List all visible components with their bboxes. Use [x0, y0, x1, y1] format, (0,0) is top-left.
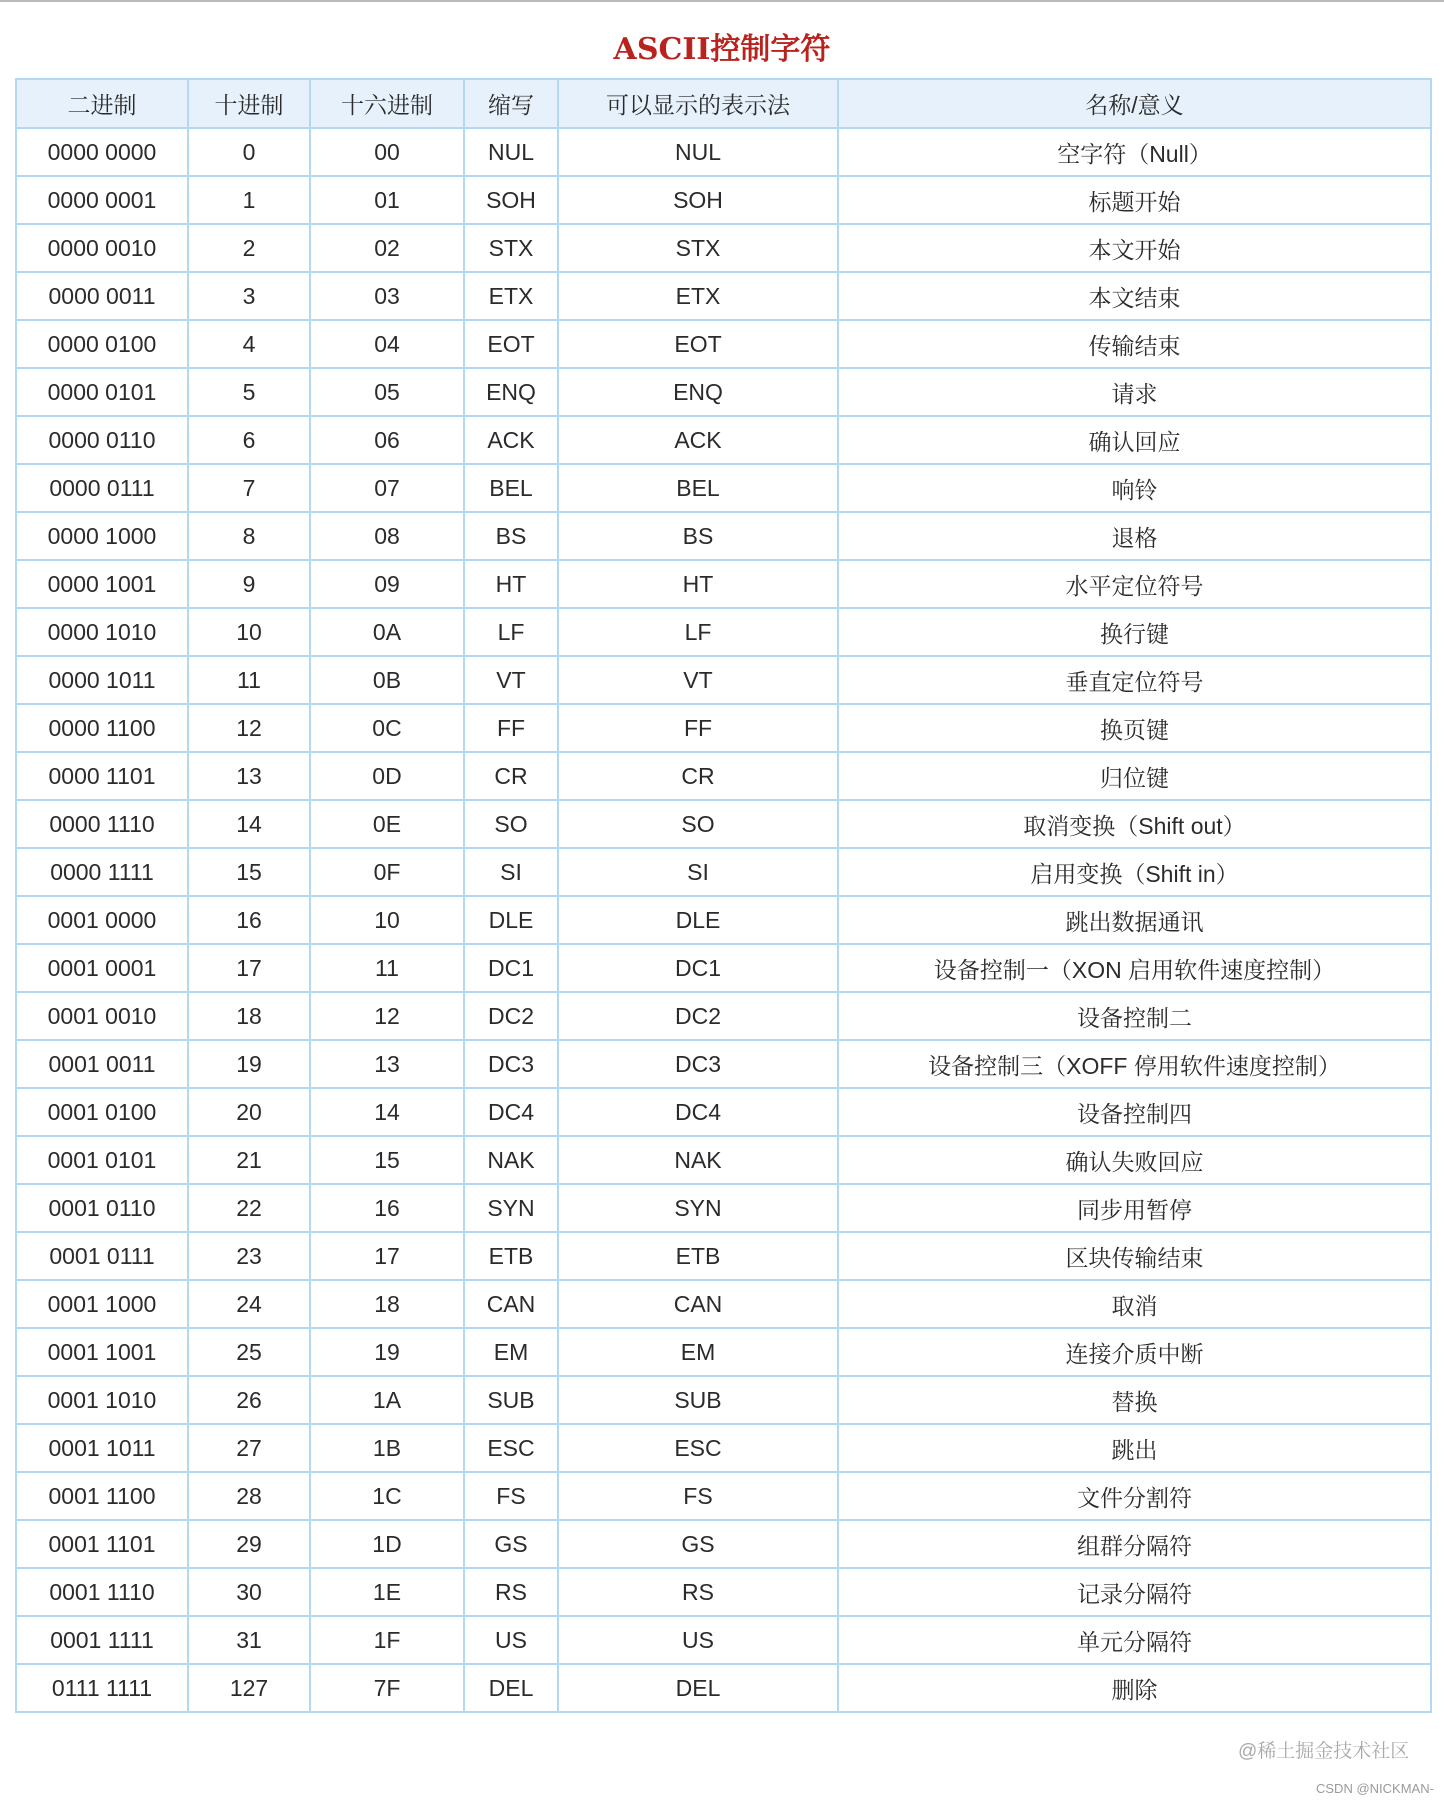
cell-binary: 0001 0111 [16, 1232, 188, 1280]
table-row [16, 992, 1431, 1040]
table-row [16, 1088, 1431, 1136]
cell-hex: 0F [310, 848, 464, 896]
cell-decimal: 21 [188, 1136, 310, 1184]
cell-binary: 0000 0010 [16, 224, 188, 272]
table-row [16, 752, 1431, 800]
cell-binary: 0001 0110 [16, 1184, 188, 1232]
header-name-meaning: 名称/意义 [838, 79, 1431, 128]
cell-decimal: 12 [188, 704, 310, 752]
cell-display-symbol: SOH [558, 176, 838, 224]
table-row [16, 560, 1431, 608]
cell-name-meaning: 传输结束 [838, 320, 1431, 368]
cell-display-symbol: ENQ [558, 368, 838, 416]
cell-name-meaning: 单元分隔符 [838, 1616, 1431, 1664]
cell-abbreviation: ESC [464, 1424, 558, 1472]
cell-binary: 0000 0011 [16, 272, 188, 320]
cell-hex: 08 [310, 512, 464, 560]
cell-binary: 0000 1011 [16, 656, 188, 704]
cell-abbreviation: STX [464, 224, 558, 272]
cell-abbreviation: SUB [464, 1376, 558, 1424]
header-hex: 十六进制 [310, 79, 464, 128]
cell-abbreviation: DLE [464, 896, 558, 944]
cell-name-meaning: 文件分割符 [838, 1472, 1431, 1520]
cell-name-meaning: 设备控制四 [838, 1088, 1431, 1136]
cell-decimal: 11 [188, 656, 310, 704]
table-row [16, 1328, 1431, 1376]
cell-name-meaning: 空字符（Null） [838, 128, 1431, 176]
cell-abbreviation: ACK [464, 416, 558, 464]
cell-decimal: 25 [188, 1328, 310, 1376]
table-row [16, 1040, 1431, 1088]
cell-display-symbol: STX [558, 224, 838, 272]
cell-decimal: 30 [188, 1568, 310, 1616]
cell-hex: 15 [310, 1136, 464, 1184]
cell-decimal: 17 [188, 944, 310, 992]
cell-hex: 13 [310, 1040, 464, 1088]
cell-binary: 0001 0001 [16, 944, 188, 992]
cell-display-symbol: ACK [558, 416, 838, 464]
table-row [16, 368, 1431, 416]
cell-hex: 16 [310, 1184, 464, 1232]
cell-hex: 18 [310, 1280, 464, 1328]
table-row [16, 1376, 1431, 1424]
cell-decimal: 13 [188, 752, 310, 800]
cell-abbreviation: GS [464, 1520, 558, 1568]
cell-hex: 7F [310, 1664, 464, 1712]
cell-hex: 03 [310, 272, 464, 320]
cell-binary: 0000 0110 [16, 416, 188, 464]
cell-abbreviation: SI [464, 848, 558, 896]
cell-display-symbol: NUL [558, 128, 838, 176]
cell-abbreviation: FF [464, 704, 558, 752]
cell-decimal: 127 [188, 1664, 310, 1712]
cell-decimal: 23 [188, 1232, 310, 1280]
table-row [16, 896, 1431, 944]
cell-display-symbol: EM [558, 1328, 838, 1376]
cell-binary: 0001 0100 [16, 1088, 188, 1136]
cell-binary: 0001 1000 [16, 1280, 188, 1328]
cell-hex: 0D [310, 752, 464, 800]
cell-binary: 0001 0000 [16, 896, 188, 944]
csdn-watermark: CSDN @NICKMAN- [1316, 1781, 1434, 1796]
cell-hex: 1E [310, 1568, 464, 1616]
cell-decimal: 3 [188, 272, 310, 320]
cell-decimal: 26 [188, 1376, 310, 1424]
table-row [16, 1520, 1431, 1568]
cell-name-meaning: 本文开始 [838, 224, 1431, 272]
cell-display-symbol: ETB [558, 1232, 838, 1280]
cell-display-symbol: SO [558, 800, 838, 848]
cell-decimal: 8 [188, 512, 310, 560]
cell-display-symbol: DC4 [558, 1088, 838, 1136]
cell-display-symbol: ESC [558, 1424, 838, 1472]
cell-name-meaning: 垂直定位符号 [838, 656, 1431, 704]
cell-display-symbol: US [558, 1616, 838, 1664]
cell-display-symbol: LF [558, 608, 838, 656]
cell-binary: 0000 1001 [16, 560, 188, 608]
cell-decimal: 7 [188, 464, 310, 512]
cell-display-symbol: DEL [558, 1664, 838, 1712]
cell-abbreviation: FS [464, 1472, 558, 1520]
cell-name-meaning: 同步用暂停 [838, 1184, 1431, 1232]
cell-binary: 0001 1111 [16, 1616, 188, 1664]
cell-decimal: 6 [188, 416, 310, 464]
cell-decimal: 20 [188, 1088, 310, 1136]
table-row [16, 1424, 1431, 1472]
cell-name-meaning: 连接介质中断 [838, 1328, 1431, 1376]
cell-hex: 1B [310, 1424, 464, 1472]
table-row [16, 176, 1431, 224]
cell-binary: 0001 0101 [16, 1136, 188, 1184]
cell-name-meaning: 本文结束 [838, 272, 1431, 320]
table-row [16, 608, 1431, 656]
cell-binary: 0001 1101 [16, 1520, 188, 1568]
cell-abbreviation: DEL [464, 1664, 558, 1712]
cell-display-symbol: SI [558, 848, 838, 896]
cell-binary: 0000 0101 [16, 368, 188, 416]
table-row [16, 224, 1431, 272]
juejin-watermark: @稀土掘金技术社区 [1238, 1741, 1410, 1762]
cell-display-symbol: SYN [558, 1184, 838, 1232]
cell-binary: 0000 1100 [16, 704, 188, 752]
cell-abbreviation: CAN [464, 1280, 558, 1328]
cell-binary: 0001 1100 [16, 1472, 188, 1520]
cell-display-symbol: HT [558, 560, 838, 608]
header-decimal: 十进制 [188, 79, 310, 128]
cell-hex: 1C [310, 1472, 464, 1520]
table-row [16, 512, 1431, 560]
cell-display-symbol: CR [558, 752, 838, 800]
cell-name-meaning: 启用变换（Shift in） [838, 848, 1431, 896]
cell-display-symbol: BEL [558, 464, 838, 512]
table-row [16, 1232, 1431, 1280]
cell-name-meaning: 跳出 [838, 1424, 1431, 1472]
cell-name-meaning: 组群分隔符 [838, 1520, 1431, 1568]
cell-decimal: 29 [188, 1520, 310, 1568]
cell-display-symbol: VT [558, 656, 838, 704]
cell-abbreviation: EM [464, 1328, 558, 1376]
cell-hex: 0A [310, 608, 464, 656]
cell-abbreviation: SOH [464, 176, 558, 224]
cell-display-symbol: EOT [558, 320, 838, 368]
cell-name-meaning: 记录分隔符 [838, 1568, 1431, 1616]
cell-name-meaning: 请求 [838, 368, 1431, 416]
cell-decimal: 4 [188, 320, 310, 368]
table-row [16, 464, 1431, 512]
cell-decimal: 0 [188, 128, 310, 176]
cell-name-meaning: 取消 [838, 1280, 1431, 1328]
cell-decimal: 5 [188, 368, 310, 416]
table-row [16, 944, 1431, 992]
cell-binary: 0000 1111 [16, 848, 188, 896]
cell-abbreviation: VT [464, 656, 558, 704]
cell-display-symbol: RS [558, 1568, 838, 1616]
cell-abbreviation: DC2 [464, 992, 558, 1040]
cell-binary: 0000 0000 [16, 128, 188, 176]
cell-decimal: 10 [188, 608, 310, 656]
cell-hex: 10 [310, 896, 464, 944]
table-row [16, 1472, 1431, 1520]
header-abbreviation: 缩写 [464, 79, 558, 128]
table-row [16, 1184, 1431, 1232]
cell-abbreviation: ENQ [464, 368, 558, 416]
cell-abbreviation: RS [464, 1568, 558, 1616]
cell-name-meaning: 响铃 [838, 464, 1431, 512]
cell-decimal: 31 [188, 1616, 310, 1664]
cell-name-meaning: 水平定位符号 [838, 560, 1431, 608]
cell-abbreviation: CR [464, 752, 558, 800]
cell-hex: 09 [310, 560, 464, 608]
cell-hex: 00 [310, 128, 464, 176]
cell-abbreviation: EOT [464, 320, 558, 368]
table-header-row [16, 79, 1431, 128]
cell-abbreviation: ETB [464, 1232, 558, 1280]
table-row [16, 800, 1431, 848]
cell-display-symbol: BS [558, 512, 838, 560]
cell-abbreviation: NUL [464, 128, 558, 176]
cell-binary: 0000 0001 [16, 176, 188, 224]
cell-name-meaning: 删除 [838, 1664, 1431, 1712]
cell-decimal: 15 [188, 848, 310, 896]
table-row [16, 1280, 1431, 1328]
cell-hex: 11 [310, 944, 464, 992]
cell-binary: 0001 1110 [16, 1568, 188, 1616]
cell-decimal: 1 [188, 176, 310, 224]
table-row [16, 416, 1431, 464]
cell-abbreviation: ETX [464, 272, 558, 320]
table-row [16, 1616, 1431, 1664]
cell-hex: 06 [310, 416, 464, 464]
cell-hex: 0C [310, 704, 464, 752]
cell-binary: 0111 1111 [16, 1664, 188, 1712]
cell-hex: 0E [310, 800, 464, 848]
cell-abbreviation: HT [464, 560, 558, 608]
cell-name-meaning: 归位键 [838, 752, 1431, 800]
cell-binary: 0001 0010 [16, 992, 188, 1040]
cell-binary: 0001 1001 [16, 1328, 188, 1376]
cell-display-symbol: FF [558, 704, 838, 752]
cell-name-meaning: 设备控制二 [838, 992, 1431, 1040]
cell-display-symbol: SUB [558, 1376, 838, 1424]
cell-display-symbol: CAN [558, 1280, 838, 1328]
table-row [16, 656, 1431, 704]
cell-abbreviation: NAK [464, 1136, 558, 1184]
page-title: ASCII控制字符 [613, 32, 831, 67]
cell-binary: 0000 1010 [16, 608, 188, 656]
cell-display-symbol: FS [558, 1472, 838, 1520]
cell-hex: 14 [310, 1088, 464, 1136]
cell-decimal: 22 [188, 1184, 310, 1232]
table-row [16, 320, 1431, 368]
cell-name-meaning: 取消变换（Shift out） [838, 800, 1431, 848]
cell-name-meaning: 替换 [838, 1376, 1431, 1424]
cell-display-symbol: NAK [558, 1136, 838, 1184]
cell-binary: 0000 1000 [16, 512, 188, 560]
cell-abbreviation: DC4 [464, 1088, 558, 1136]
table-row [16, 848, 1431, 896]
cell-abbreviation: LF [464, 608, 558, 656]
cell-hex: 05 [310, 368, 464, 416]
cell-hex: 01 [310, 176, 464, 224]
cell-name-meaning: 设备控制一（XON 启用软件速度控制） [838, 944, 1431, 992]
table-row [16, 128, 1431, 176]
cell-name-meaning: 标题开始 [838, 176, 1431, 224]
ascii-control-table [15, 78, 1432, 1713]
cell-display-symbol: GS [558, 1520, 838, 1568]
cell-binary: 0000 1110 [16, 800, 188, 848]
cell-display-symbol: DC3 [558, 1040, 838, 1088]
cell-decimal: 14 [188, 800, 310, 848]
cell-abbreviation: BS [464, 512, 558, 560]
cell-display-symbol: DC2 [558, 992, 838, 1040]
cell-decimal: 9 [188, 560, 310, 608]
header-binary: 二进制 [16, 79, 188, 128]
cell-binary: 0000 0100 [16, 320, 188, 368]
cell-hex: 19 [310, 1328, 464, 1376]
cell-abbreviation: SO [464, 800, 558, 848]
cell-hex: 1D [310, 1520, 464, 1568]
table-row [16, 704, 1431, 752]
cell-hex: 12 [310, 992, 464, 1040]
table-row [16, 1664, 1431, 1712]
cell-binary: 0001 0011 [16, 1040, 188, 1088]
table-row [16, 1568, 1431, 1616]
cell-decimal: 16 [188, 896, 310, 944]
table-row [16, 1136, 1431, 1184]
cell-abbreviation: SYN [464, 1184, 558, 1232]
top-divider [0, 0, 1444, 2]
cell-hex: 02 [310, 224, 464, 272]
cell-hex: 0B [310, 656, 464, 704]
cell-name-meaning: 确认回应 [838, 416, 1431, 464]
cell-hex: 04 [310, 320, 464, 368]
table-row [16, 272, 1431, 320]
cell-abbreviation: DC1 [464, 944, 558, 992]
cell-decimal: 24 [188, 1280, 310, 1328]
cell-name-meaning: 跳出数据通讯 [838, 896, 1431, 944]
cell-hex: 1A [310, 1376, 464, 1424]
cell-abbreviation: US [464, 1616, 558, 1664]
cell-hex: 17 [310, 1232, 464, 1280]
cell-binary: 0000 0111 [16, 464, 188, 512]
cell-display-symbol: DC1 [558, 944, 838, 992]
cell-name-meaning: 设备控制三（XOFF 停用软件速度控制） [838, 1040, 1431, 1088]
cell-decimal: 28 [188, 1472, 310, 1520]
cell-name-meaning: 换页键 [838, 704, 1431, 752]
cell-hex: 07 [310, 464, 464, 512]
cell-binary: 0000 1101 [16, 752, 188, 800]
cell-hex: 1F [310, 1616, 464, 1664]
cell-binary: 0001 1010 [16, 1376, 188, 1424]
table-body [16, 128, 1431, 1712]
cell-decimal: 27 [188, 1424, 310, 1472]
cell-name-meaning: 退格 [838, 512, 1431, 560]
cell-name-meaning: 确认失败回应 [838, 1136, 1431, 1184]
header-display-symbol: 可以显示的表示法 [558, 79, 838, 128]
cell-decimal: 19 [188, 1040, 310, 1088]
cell-decimal: 2 [188, 224, 310, 272]
cell-decimal: 18 [188, 992, 310, 1040]
cell-abbreviation: BEL [464, 464, 558, 512]
cell-binary: 0001 1011 [16, 1424, 188, 1472]
cell-display-symbol: DLE [558, 896, 838, 944]
cell-name-meaning: 换行键 [838, 608, 1431, 656]
cell-abbreviation: DC3 [464, 1040, 558, 1088]
cell-name-meaning: 区块传输结束 [838, 1232, 1431, 1280]
cell-display-symbol: ETX [558, 272, 838, 320]
